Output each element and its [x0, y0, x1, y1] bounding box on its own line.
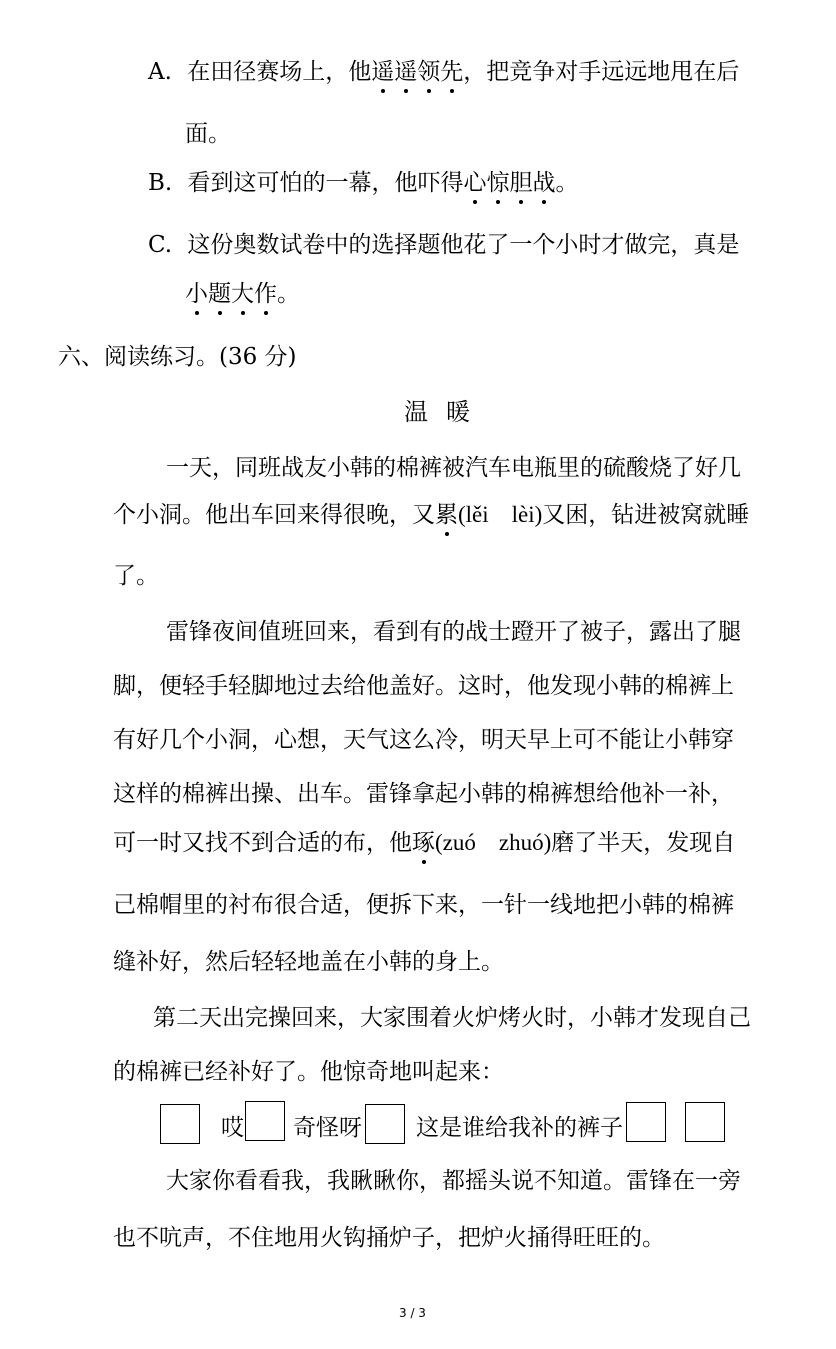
- option-b-text-pre: 看到这可怕的一幕，他吓得: [187, 170, 464, 196]
- passage-line: 也不吭声，不住地用火钩捅炉子，把炉火捅得旺旺的。: [113, 1225, 665, 1251]
- pinyin-options: (zuó zhuó): [435, 830, 552, 855]
- dotted-char: 先: [440, 59, 464, 85]
- dotted-char: 作: [254, 281, 277, 307]
- dotted-char: 惊: [486, 170, 510, 196]
- text-segment: 磨了半天，发现自: [551, 830, 736, 856]
- option-b-label: B.: [148, 170, 173, 196]
- option-c-text: 这份奥数试卷中的选择题他花了一个小时才做完，真是: [187, 232, 740, 258]
- passage-line: 己棉帽里的衬布很合适，便拆下来，一针一线地把小韩的棉裤: [113, 892, 734, 918]
- dotted-char: 题: [208, 281, 231, 307]
- page-number: 3 / 3: [399, 1306, 426, 1320]
- passage-line: 脚，便轻手轻脚地过去给他盖好。这时，他发现小韩的棉裤上: [113, 673, 734, 699]
- passage-line: 的棉裤已经补好了。他惊奇地叫起来：: [113, 1059, 504, 1085]
- passage-line: 雷锋夜间值班回来，看到有的战士蹬开了被子，露出了腿: [166, 619, 741, 645]
- option-b-text-post: 。: [555, 170, 579, 196]
- punctuation-box[interactable]: [626, 1102, 666, 1142]
- dotted-char: 琢: [412, 830, 435, 856]
- section-heading: 六、阅读练习。(36 分): [58, 344, 297, 370]
- passage-line: 这样的棉裤出操、出车。雷锋拿起小韩的棉裤想给他补一补，: [113, 781, 734, 807]
- passage-line: 了。: [113, 563, 159, 589]
- passage-line: 第二天出完操回来，大家围着火炉烤火时，小韩才发现自己: [153, 1005, 751, 1031]
- quote-segment: 这是谁给我补的裤子: [416, 1115, 623, 1141]
- dotted-char: 遥: [371, 59, 395, 85]
- option-a-text-pre: 在田径赛场上，他: [187, 59, 372, 85]
- passage-line: [113, 500, 749, 530]
- option-c-text-post: 。: [277, 281, 300, 307]
- option-a-text-post: ，把竞争对手远远地甩在后: [463, 59, 740, 85]
- option-a-continuation: 面。: [185, 121, 231, 147]
- dotted-char: 领: [417, 59, 441, 85]
- text-segment: 可一时又找不到合适的布，他: [113, 830, 412, 856]
- option-a: [148, 57, 739, 87]
- pinyin-options: (lěi lèi): [458, 502, 543, 527]
- option-b: [148, 168, 579, 198]
- text-segment: 个小洞。他出车回来得很晚，又: [113, 502, 435, 528]
- passage-line: 有好几个小洞，心想，天气这么冷，明天早上可不能让小韩穿: [113, 727, 734, 753]
- option-c: [148, 230, 739, 260]
- punctuation-box[interactable]: [365, 1104, 405, 1144]
- dotted-char: 遥: [394, 59, 418, 85]
- punctuation-box[interactable]: [245, 1101, 285, 1141]
- passage-line: 大家你看看我，我瞅瞅你，都摇头说不知道。雷锋在一旁: [166, 1168, 741, 1194]
- text-segment: 又困，钻进被窝就睡: [542, 502, 750, 528]
- option-c-continuation: [185, 279, 300, 309]
- passage-line: 缝补好，然后轻轻地盖在小韩的身上。: [113, 949, 504, 975]
- punctuation-box[interactable]: [685, 1102, 725, 1142]
- dotted-char: 累: [435, 502, 458, 528]
- dotted-char: 大: [231, 281, 254, 307]
- quote-segment: 哎: [221, 1115, 244, 1141]
- punctuation-box[interactable]: [160, 1104, 200, 1144]
- dotted-char: 小: [185, 281, 208, 307]
- option-a-label: A.: [148, 59, 172, 85]
- passage-line: 一天，同班战友小韩的棉裤被汽车电瓶里的硫酸烧了好几: [166, 455, 741, 481]
- dotted-char: 胆: [509, 170, 533, 196]
- option-c-label: C.: [148, 232, 173, 258]
- passage-line: [113, 828, 735, 858]
- quote-segment: 奇怪呀: [293, 1115, 362, 1141]
- dotted-char: 心: [463, 170, 487, 196]
- passage-title: 温暖: [404, 398, 488, 426]
- dotted-char: 战: [532, 170, 556, 196]
